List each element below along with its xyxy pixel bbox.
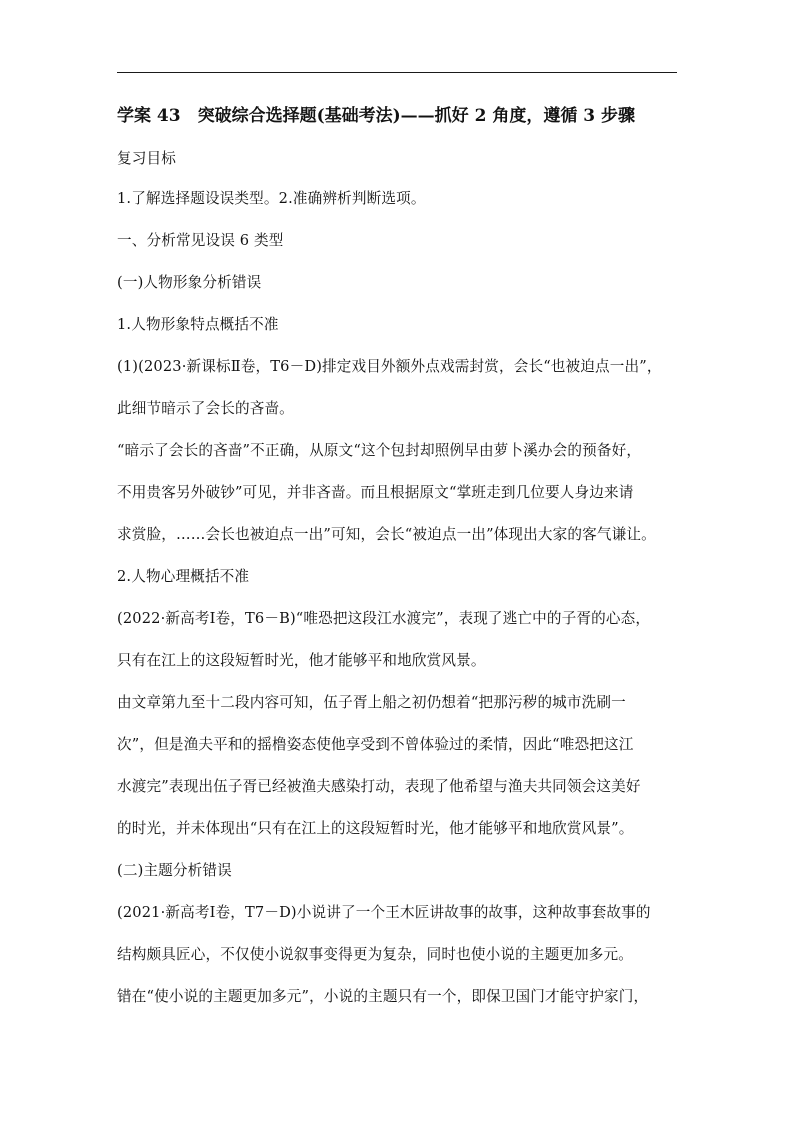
analysis-1-line-3: 求赏脸，……会长也被迫点一出”可知，会长“被迫点一出”体现出大家的客气谦让。 (117, 526, 656, 543)
review-goals-text: 1.了解选择题设误类型。2.准确辨析判断选项。 (117, 190, 426, 207)
analysis-2-line-3: 水渡完”表现出伍子胥已经被渔夫感染打动，表现了他希望与渔夫共同领会这美好 (117, 778, 641, 795)
example-3-line-1: (2021·新高考Ⅰ卷，T7－D)小说讲了一个王木匠讲故事的故事，这种故事套故事的 (117, 904, 651, 921)
item-heading-character-traits: 1.人物形象特点概括不准 (117, 316, 279, 333)
example-2-line-2: 只有在江上的这段短暂时光，他才能够平和地欣赏风景。 (117, 652, 486, 669)
analysis-2-line-1: 由文章第九至十二段内容可知，伍子胥上船之初仍想着“把那污秽的城市洗刷一 (117, 694, 626, 711)
analysis-3-line-1: 错在“使小说的主题更加多元”，小说的主题只有一个，即保卫国门才能守护家门， (117, 988, 649, 1005)
analysis-1-line-2: 不用贵客另外破钞”可见，并非吝啬。而且根据原文“掌班走到几位要人身边来请 (117, 484, 634, 501)
analysis-1-line-1: “暗示了会长的吝啬”不正确，从原文“这个包封却照例早由萝卜溪办会的预备好， (117, 442, 642, 459)
analysis-2-line-2: 次”，但是渔夫平和的摇橹姿态使他享受到不曾体验过的柔情，因此“唯恐把这江 (117, 736, 634, 753)
section-heading-error-types: 一、分析常见设误 6 类型 (117, 232, 284, 249)
example-2-line-1: (2022·新高考Ⅰ卷，T6－B)“唯恐把这段江水渡完”，表现了逃亡中的子胥的心态， (117, 610, 651, 627)
header-rule (117, 72, 677, 73)
subsection-heading-theme-errors: (二)主题分析错误 (117, 862, 232, 879)
analysis-2-line-4: 的时光，并未体现出“只有在江上的这段短暂时光，他才能够平和地欣赏风景”。 (117, 820, 634, 837)
example-3-line-2: 结构颇具匠心，不仅使小说叙事变得更为复杂，同时也使小说的主题更加多元。 (117, 946, 634, 963)
subsection-heading-character-errors: (一)人物形象分析错误 (117, 274, 262, 291)
page-title: 学案 43 突破综合选择题(基础考法)——抓好 2 角度，遵循 3 步骤 (117, 106, 635, 126)
example-1-line-1: (1)(2023·新课标Ⅱ卷，T6－D)排定戏目外额外点戏需封赏，会长“也被迫点一出”， (117, 358, 662, 375)
item-heading-character-psychology: 2.人物心理概括不准 (117, 568, 250, 585)
example-1-line-2: 此细节暗示了会长的吝啬。 (117, 400, 294, 417)
section-heading-review-goals: 复习目标 (117, 150, 176, 167)
